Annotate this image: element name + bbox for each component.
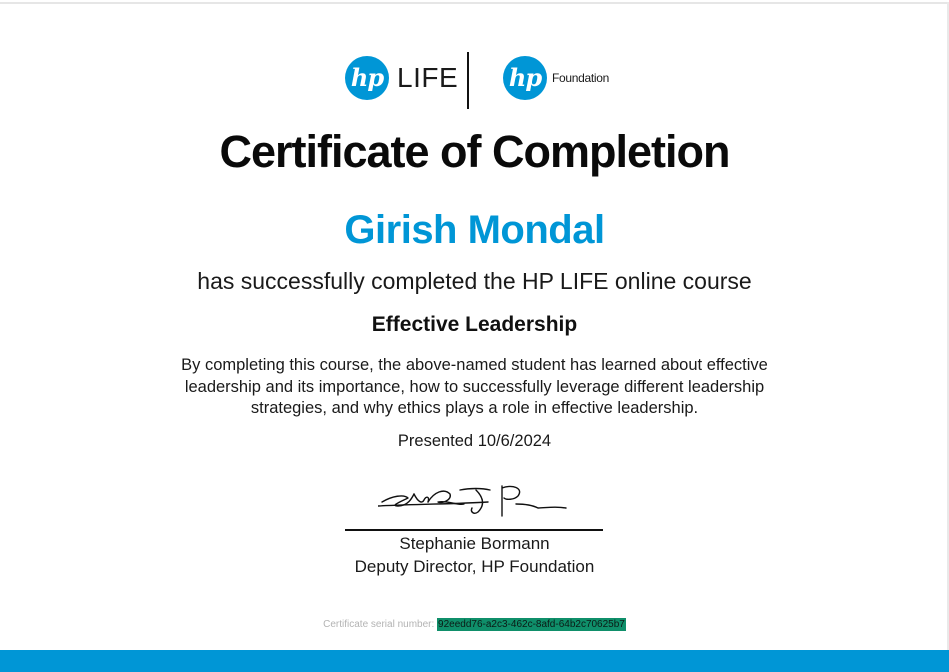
presented-date: Presented 10/6/2024: [397, 432, 552, 450]
signatory-title: Deputy Director, HP Foundation: [354, 557, 595, 576]
course-name: Effective Leadership: [371, 313, 578, 336]
hp-logo-icon: hp: [345, 56, 389, 100]
recipient-name: Girish Mondal: [344, 208, 605, 252]
serial-number-row: [0, 617, 949, 633]
signature-line: [345, 529, 603, 531]
logo-header: [0, 50, 949, 110]
footer-bar: [0, 650, 949, 672]
certificate-title: Certificate of Completion: [219, 126, 730, 177]
top-border: [0, 2, 949, 4]
completion-statement: has successfully completed the HP LIFE online course: [197, 268, 752, 294]
serial-number-label: Certificate serial number:: [323, 619, 435, 630]
hp-foundation-logo-icon: hp: [503, 56, 547, 100]
serial-number-value[interactable]: 92eedd76-a2c3-462c-8afd-64b2c70625b7: [438, 619, 625, 630]
logo-divider: [467, 52, 469, 109]
signature-icon: [378, 482, 570, 518]
course-description: By completing this course, the above-named student has learned about effective leadership and its importance, how to successfully leverage different leadership strategies, and why ethics plays a role in effective leadership.: [181, 356, 768, 417]
signatory-name: Stephanie Bormann: [399, 534, 550, 553]
life-logo-text: LIFE: [397, 62, 459, 93]
foundation-logo-text: Foundation: [552, 71, 610, 85]
